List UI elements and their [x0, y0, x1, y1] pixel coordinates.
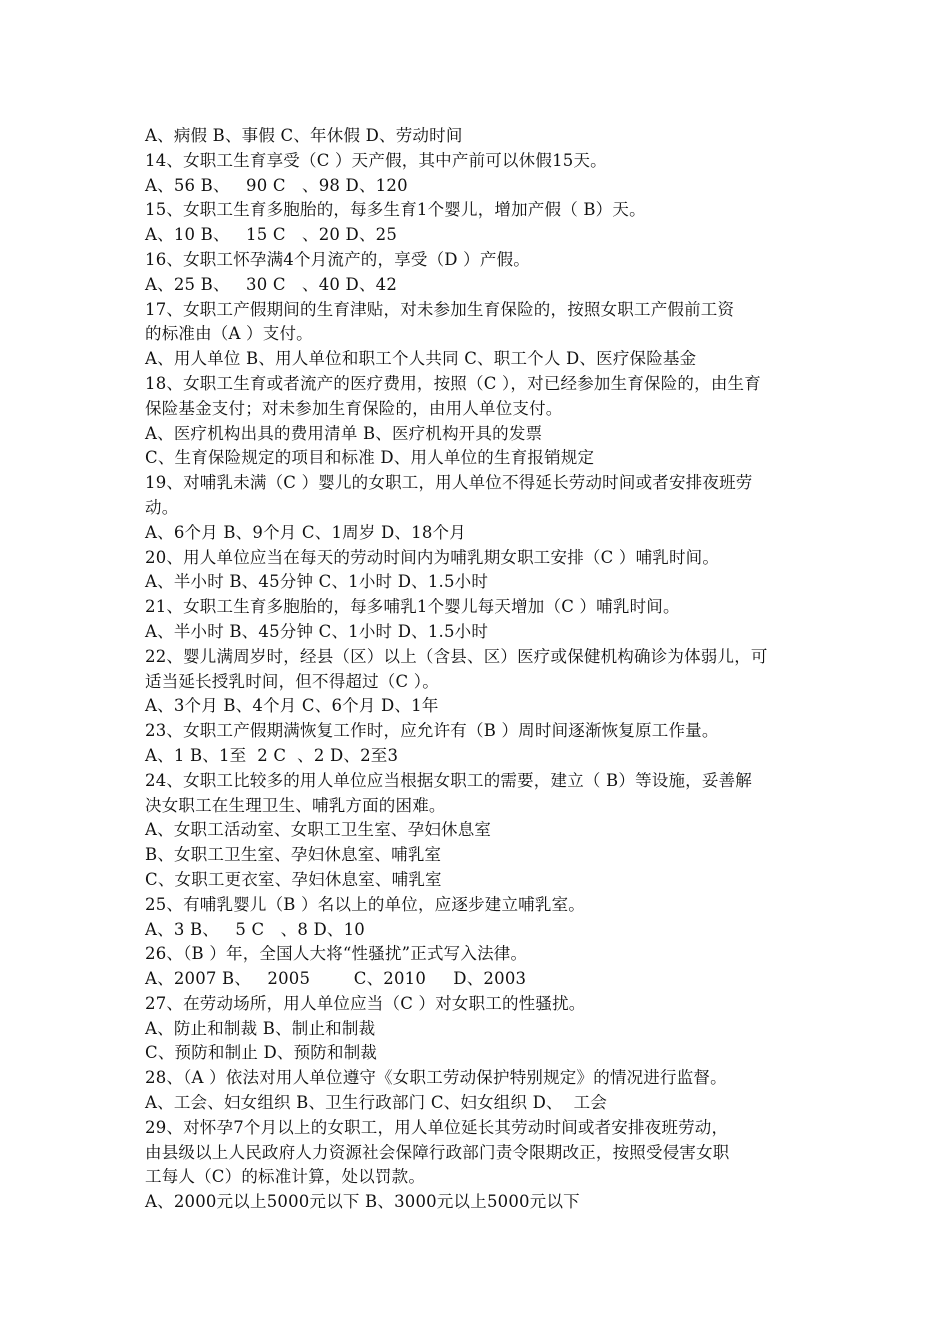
text-line: 16、女职工怀孕满4个月流产的，享受（D ）产假。: [145, 249, 530, 269]
text-line: A、防止和制裁 B、制止和制裁: [145, 1018, 376, 1038]
text-line: 保险基金支付；对未参加生育保险的，由用人单位支付。: [145, 398, 563, 418]
text-line: 18、女职工生育或者流产的医疗费用，按照（C ），对已经参加生育保险的，由生育: [145, 373, 761, 393]
document-body: [145, 124, 815, 1215]
text-line: A、6个月 B、9个月 C、1周岁 D、18个月: [145, 522, 466, 542]
text-line: 决女职工在生理卫生、哺乳方面的困难。: [145, 795, 446, 815]
text-line: A、半小时 B、45分钟 C、1小时 D、1.5小时: [145, 572, 489, 592]
text-line: A、病假 B、事假 C、年休假 D、劳动时间: [145, 126, 463, 145]
text-line: 21、女职工生育多胞胎的，每多哺乳1个婴儿每天增加（C ）哺乳时间。: [145, 597, 680, 617]
text-line: A、医疗机构出具的费用清单 B、医疗机构开具的发票: [145, 423, 543, 443]
text-line: 15、女职工生育多胞胎的，每多生育1个婴儿，增加产假（ B）天。: [145, 200, 646, 220]
text-line: 的标准由（A ）支付。: [145, 324, 313, 344]
text-line: A、2000元以上5000元以下 B、3000元以上5000元以下: [145, 1192, 580, 1212]
text-line: 动。: [145, 497, 179, 517]
text-line: 20、用人单位应当在每天的劳动时间内为哺乳期女职工安排（C ）哺乳时间。: [145, 547, 720, 567]
text-line: 28、（A ）依法对用人单位遵守《女职工劳动保护特别规定》的情况进行监督。: [145, 1068, 727, 1088]
text-line: 14、女职工生育享受（C ）天产假，其中产前可以休假15天。: [145, 150, 607, 170]
text-line: 由县级以上人民政府人力资源社会保障行政部门责令限期改正，按照受侵害女职: [145, 1142, 730, 1162]
text-line: 26、（B ）年，全国人大将“性骚扰”正式写入法律。: [145, 944, 528, 964]
text-line: A、3 B、 5 C 、8 D、10: [145, 919, 365, 939]
text-line: 工每人（C）的标准计算，处以罚款。: [145, 1167, 426, 1187]
text-line: A、用人单位 B、用人单位和职工个人共同 C、职工个人 D、医疗保险基金: [145, 349, 697, 369]
text-line: 22、婴儿满周岁时，经县（区）以上（含县、区）医疗或保健机构确诊为体弱儿，可: [145, 646, 768, 666]
text-line: 适当延长授乳时间，但不得超过（C ）。: [145, 671, 439, 691]
text-line: B、女职工卫生室、孕妇休息室、哺乳室: [145, 845, 442, 865]
text-line: A、56 B、 90 C 、98 D、120: [145, 175, 408, 195]
text-line: 29、对怀孕7个月以上的女职工，用人单位延长其劳动时间或者安排夜班劳动，: [145, 1117, 729, 1137]
text-line: 25、有哺乳婴儿（B ）名以上的单位，应逐步建立哺乳室。: [145, 894, 585, 914]
text-line: C、生育保险规定的项目和标准 D、用人单位的生育报销规定: [145, 448, 595, 468]
text-line: 27、在劳动场所，用人单位应当（C ）对女职工的性骚扰。: [145, 993, 586, 1013]
text-line: A、1 B、1至 2 C 、2 D、2至3: [145, 745, 399, 765]
text-line: 17、女职工产假期间的生育津贴，对未参加生育保险的，按照女职工产假前工资: [145, 299, 735, 319]
text-line: A、3个月 B、4个月 C、6个月 D、1年: [145, 696, 439, 716]
text-line: A、半小时 B、45分钟 C、1小时 D、1.5小时: [145, 621, 489, 641]
text-line: 23、女职工产假期满恢复工作时，应允许有（B ）周时间逐渐恢复原工作量。: [145, 721, 719, 741]
text-line: C、女职工更衣室、孕妇休息室、哺乳室: [145, 869, 442, 889]
text-line: 19、对哺乳未满（C ）婴儿的女职工，用人单位不得延长劳动时间或者安排夜班劳: [145, 473, 753, 493]
text-line: A、10 B、 15 C 、20 D、25: [145, 225, 398, 245]
text-line: A、2007 B、 2005 C、2010 D、2003: [145, 969, 527, 989]
text-line: A、25 B、 30 C 、40 D、42: [145, 274, 398, 294]
text-line: A、女职工活动室、女职工卫生室、孕妇休息室: [145, 820, 492, 840]
text-line: C、预防和制止 D、预防和制裁: [145, 1043, 378, 1063]
text-line: 24、女职工比较多的用人单位应当根据女职工的需要，建立（ B）等设施，妥善解: [145, 770, 752, 790]
text-line: A、工会、妇女组织 B、卫生行政部门 C、妇女组织 D、 工会: [145, 1093, 608, 1113]
